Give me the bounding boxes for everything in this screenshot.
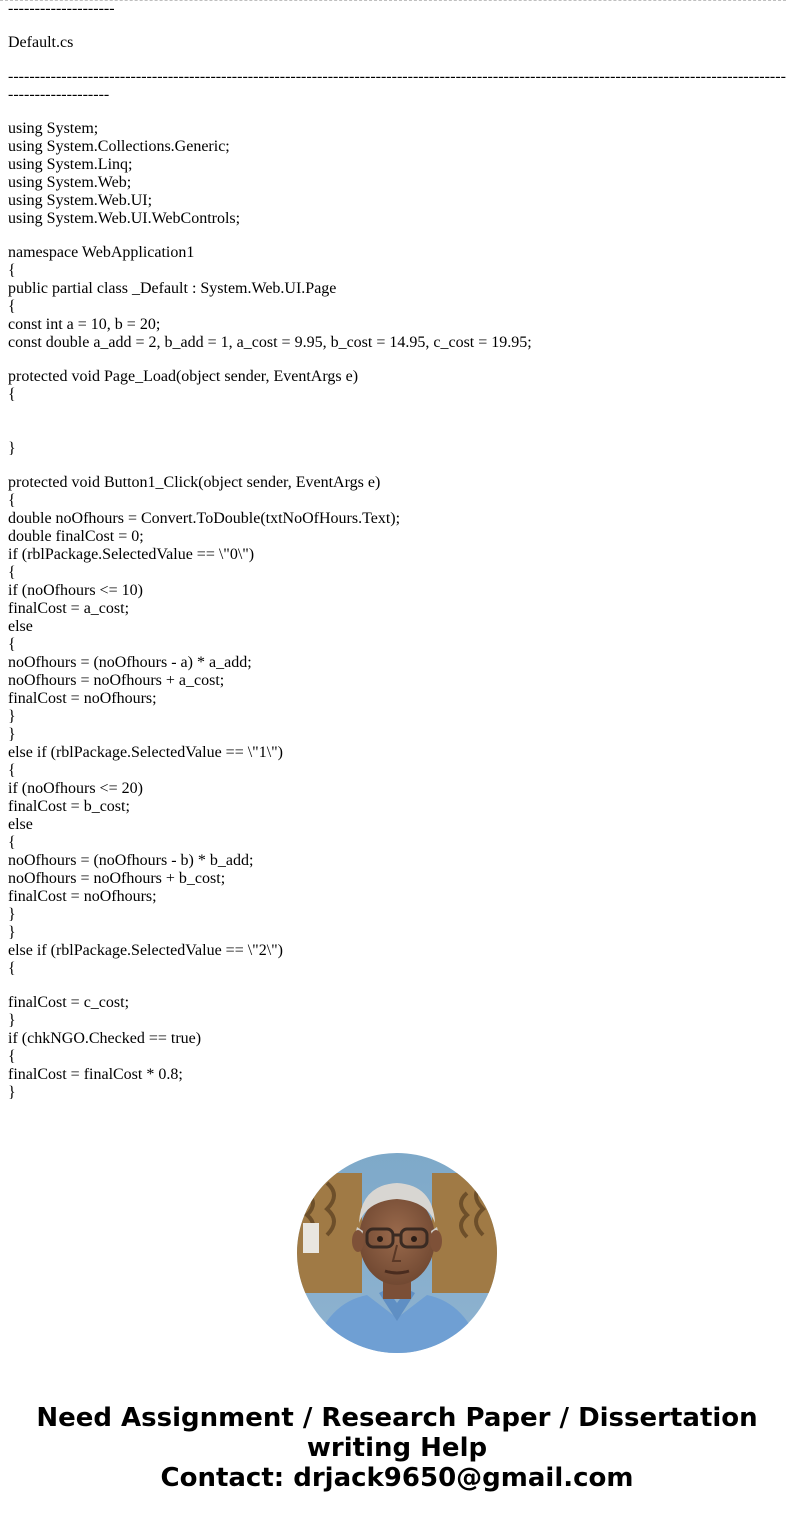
code-line: finalCost = noOfhours; <box>8 690 157 707</box>
code-line: protected void Page_Load(object sender, EventArgs e) <box>8 368 359 385</box>
code-line: finalCost = b_cost; <box>8 798 130 815</box>
code-line <box>8 422 786 440</box>
button-click-block <box>8 474 786 978</box>
code-line <box>8 404 786 422</box>
code-line: else <box>8 816 33 833</box>
code-line: { <box>8 492 16 509</box>
code-line: public partial class _Default : System.Web.UI.Page <box>8 280 337 297</box>
code-line: { <box>8 1048 16 1065</box>
code-line: finalCost = a_cost; <box>8 600 130 617</box>
code-line: } <box>8 1084 16 1101</box>
code-line: finalCost = noOfhours; <box>8 888 157 905</box>
code-line: { <box>8 262 16 279</box>
code-line: } <box>8 1012 16 1029</box>
separator-long: --------------------------------------------------------------------------------------------------------------------------------------------------------------------- <box>8 68 786 103</box>
author-portrait-image <box>297 1153 497 1353</box>
code-line: } <box>8 708 16 725</box>
code-line: double noOfhours = Convert.ToDouble(txtNoOfHours.Text); <box>8 510 401 527</box>
code-line: { <box>8 298 16 315</box>
code-line: namespace WebApplication1 <box>8 244 195 261</box>
code-line: using System.Collections.Generic; <box>8 138 230 155</box>
code-line: { <box>8 386 16 403</box>
using-block <box>8 120 786 228</box>
code-line: } <box>8 906 16 923</box>
tail-block <box>8 994 786 1102</box>
code-line: else <box>8 618 33 635</box>
code-line: else if (rblPackage.SelectedValue == \"2\") <box>8 942 284 959</box>
code-line: using System.Linq; <box>8 156 133 173</box>
code-line: else if (rblPackage.SelectedValue == \"1\") <box>8 744 284 761</box>
code-line: noOfhours = (noOfhours - a) * a_add; <box>8 654 252 671</box>
file-name: Default.cs <box>8 34 74 51</box>
avatar <box>297 1153 497 1353</box>
code-line: noOfhours = (noOfhours - b) * b_add; <box>8 852 254 869</box>
code-line: using System.Web.UI; <box>8 192 153 209</box>
code-document <box>8 0 786 1102</box>
separator-short: -------------------- <box>8 0 115 17</box>
code-line: } <box>8 726 16 743</box>
code-line: protected void Button1_Click(object sender, EventArgs e) <box>8 474 381 491</box>
code-line: if (noOfhours <= 10) <box>8 582 143 599</box>
code-line: const double a_add = 2, b_add = 1, a_cost = 9.95, b_cost = 14.95, c_cost = 19.95; <box>8 334 532 351</box>
code-line: if (rblPackage.SelectedValue == \"0\") <box>8 546 255 563</box>
code-line: { <box>8 762 16 779</box>
code-line: using System.Web; <box>8 174 132 191</box>
code-line: { <box>8 834 16 851</box>
code-line: if (chkNGO.Checked == true) <box>8 1030 202 1047</box>
code-line: finalCost = finalCost * 0.8; <box>8 1066 183 1083</box>
code-line: { <box>8 960 16 977</box>
code-line: double finalCost = 0; <box>8 528 144 545</box>
declaration-block <box>8 244 786 352</box>
promo-contact: Contact: drjack9650@gmail.com <box>160 1463 634 1493</box>
code-line: noOfhours = noOfhours + a_cost; <box>8 672 225 689</box>
code-line: } <box>8 440 16 457</box>
code-line: } <box>8 924 16 941</box>
code-line: const int a = 10, b = 20; <box>8 316 161 333</box>
page-load-block <box>8 368 786 458</box>
promo-headline: Need Assignment / Research Paper / Dissertation writing Help <box>36 1403 758 1463</box>
code-line: finalCost = c_cost; <box>8 994 130 1011</box>
code-line: if (noOfhours <= 20) <box>8 780 143 797</box>
promo-footer <box>0 1403 794 1493</box>
code-line: using System.Web.UI.WebControls; <box>8 210 241 227</box>
code-line: { <box>8 636 16 653</box>
code-line: using System; <box>8 120 99 137</box>
code-line: noOfhours = noOfhours + b_cost; <box>8 870 226 887</box>
code-line: { <box>8 564 16 581</box>
